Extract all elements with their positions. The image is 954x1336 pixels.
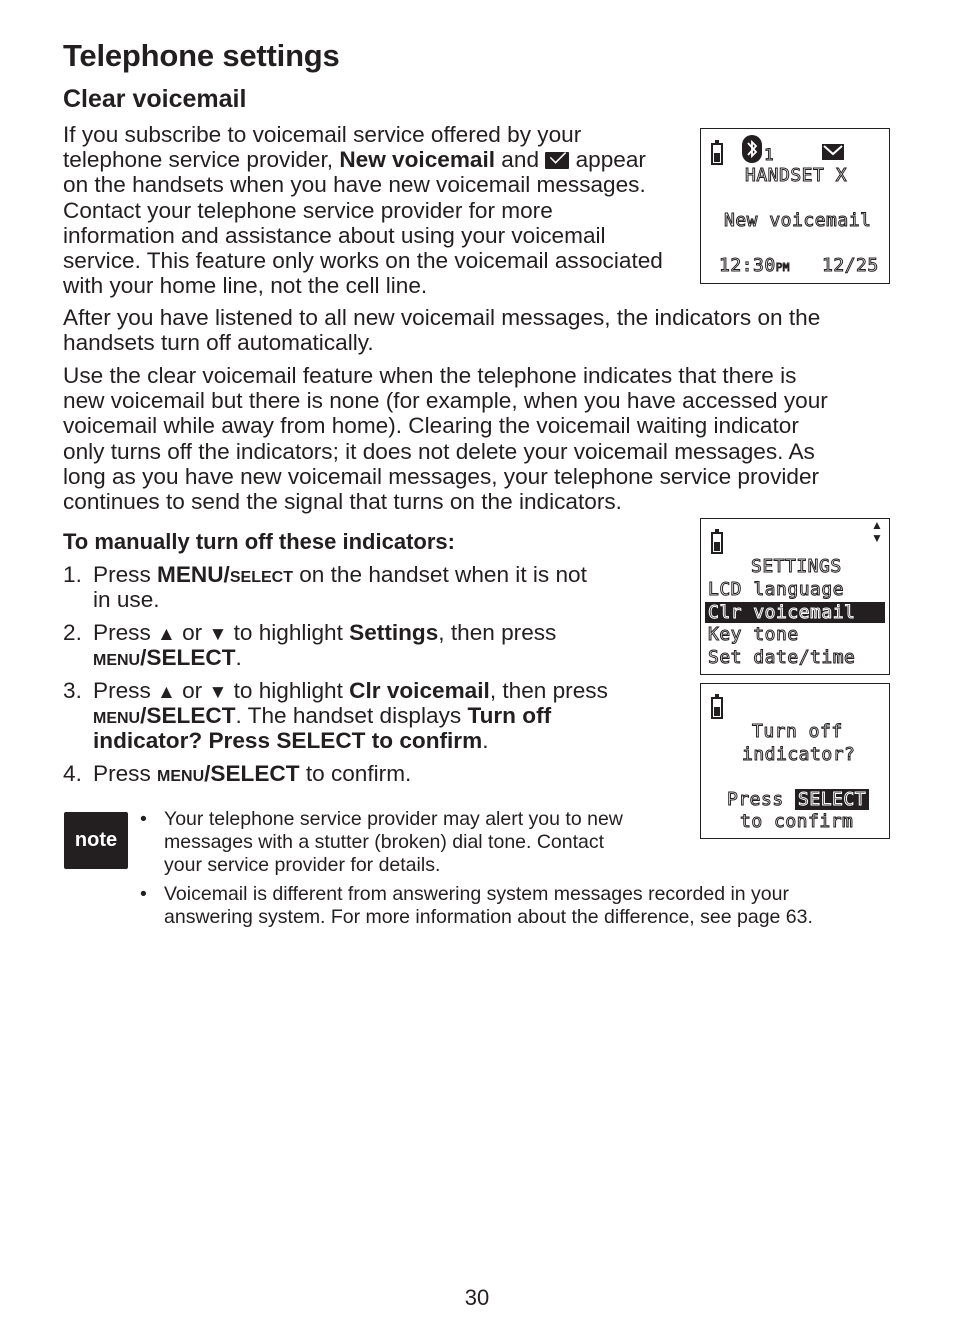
text-line: telephone service provider, New voicemail and appear bbox=[63, 147, 646, 173]
paragraph-clear-feature bbox=[63, 363, 828, 514]
intro-paragraph bbox=[63, 122, 703, 298]
text-line: service. This feature only works on the voicemail associated bbox=[63, 248, 663, 274]
lcd-line-handset: HANDSET X bbox=[745, 165, 848, 186]
voicemail-envelope-icon bbox=[822, 144, 844, 160]
battery-icon bbox=[711, 532, 723, 554]
lcd-menu-item-lcd-language: LCD language bbox=[708, 579, 845, 600]
battery-icon bbox=[711, 143, 723, 165]
lcd-line-turn-off: Turn off bbox=[752, 721, 843, 742]
bluetooth-icon bbox=[742, 135, 762, 163]
lcd-screen-settings-menu bbox=[700, 518, 890, 675]
text-line: Contact your telephone service provider for more bbox=[63, 197, 553, 223]
lcd-menu-title: SETTINGS bbox=[751, 556, 842, 577]
text-line: with your home line, not the cell line. bbox=[63, 273, 428, 299]
lcd-screen-new-voicemail bbox=[700, 128, 890, 284]
lcd-date: 12/25 bbox=[822, 255, 879, 276]
page-number: 30 bbox=[464, 1285, 490, 1310]
lcd-menu-item-clr-voicemail-selected: Clr voicemail bbox=[705, 602, 885, 623]
up-arrow-icon: ▲ bbox=[157, 682, 176, 703]
envelope-icon bbox=[545, 152, 569, 169]
scroll-arrows-icon: ▲ ▼ bbox=[871, 518, 883, 545]
lcd-menu-item-key-tone: Key tone bbox=[708, 624, 799, 645]
lcd-time: 12:30PM bbox=[719, 255, 790, 276]
text-line: If you subscribe to voicemail service offered by your bbox=[63, 122, 582, 147]
page-title: Telephone settings bbox=[63, 38, 340, 73]
steps-heading: To manually turn off these indicators: bbox=[63, 529, 455, 554]
text-line: continues to send the signal that turns on the indicators. bbox=[63, 489, 622, 515]
text-line: handsets turn off automatically. bbox=[63, 330, 374, 356]
text-line: only turns off the indicators; it does not delete your voicemail messages. As bbox=[63, 438, 815, 464]
lcd-line-to-confirm: to confirm bbox=[740, 811, 854, 832]
paragraph-auto-off bbox=[63, 305, 820, 355]
text-line: After you have listened to all new voicemail messages, the indicators on the bbox=[63, 305, 821, 330]
note-label-icon: note bbox=[64, 812, 128, 869]
lcd-line-press-select: Press SELECT bbox=[727, 789, 869, 810]
section-heading: Clear voicemail bbox=[63, 85, 247, 113]
text-line: Use the clear voicemail feature when the telephone indicates that there is bbox=[63, 363, 797, 388]
lcd-screen-turn-off-indicator bbox=[700, 683, 890, 839]
lcd-line-new-voicemail: New voicemail bbox=[724, 210, 872, 231]
text-line: on the handsets when you have new voicemail messages. bbox=[63, 172, 646, 198]
lcd-menu-item-set-date-time: Set date/time bbox=[708, 647, 856, 668]
text-line: new voicemail but there is none (for example, when you have accessed your bbox=[63, 388, 828, 414]
lcd-select-softkey: SELECT bbox=[795, 789, 869, 810]
text-line: long as you have new voicemail messages, your telephone service provider bbox=[63, 463, 820, 489]
text-line: voicemail while away from home). Clearing the voicemail waiting indicator bbox=[63, 413, 799, 439]
handset-number: 1 bbox=[764, 145, 775, 164]
text-line: information and assistance about using your voicemail bbox=[63, 222, 606, 248]
up-arrow-icon: ▲ bbox=[157, 624, 176, 645]
lcd-line-indicator: indicator? bbox=[742, 744, 856, 765]
down-arrow-icon: ▼ bbox=[208, 624, 228, 645]
battery-icon bbox=[711, 697, 723, 719]
down-arrow-icon: ▼ bbox=[208, 682, 228, 703]
